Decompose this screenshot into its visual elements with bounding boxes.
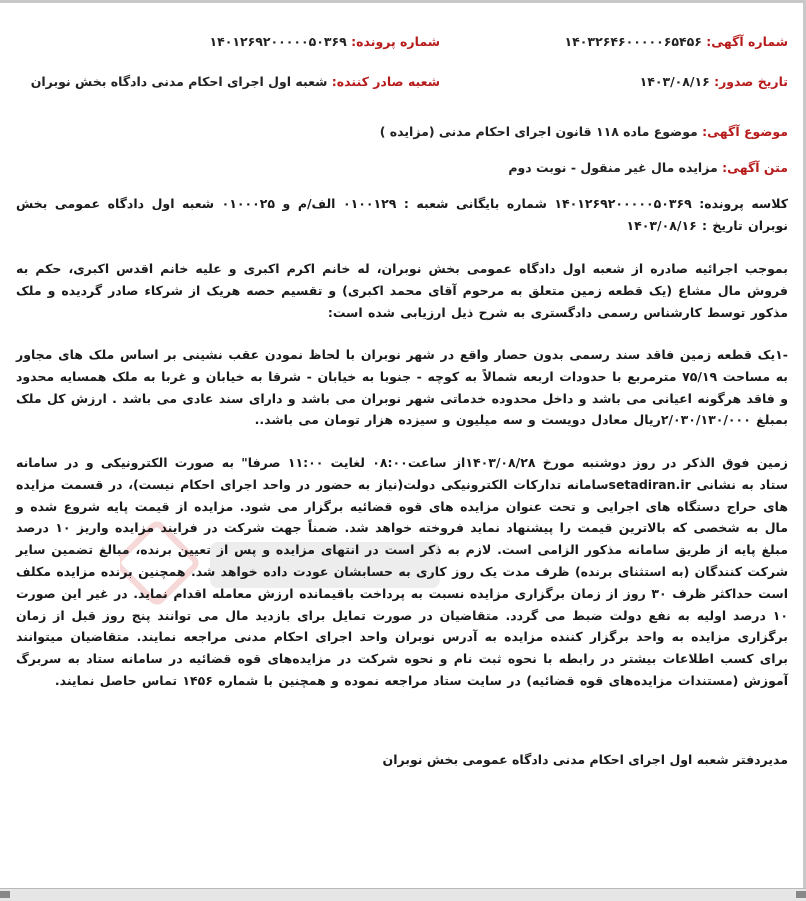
issue-date xyxy=(640,74,788,89)
ad-text-value: مزایده مال غیر منقول - نوبت دوم xyxy=(508,160,718,175)
ad-number-label: شماره آگهی: xyxy=(706,34,788,49)
top-border xyxy=(0,0,806,3)
issuer-label: شعبه صادر کننده: xyxy=(331,74,440,89)
issue-date-label: تاریخ صدور: xyxy=(714,74,788,89)
subject-value: موضوع ماده ۱۱۸ قانون اجرای احکام مدنی (مزایده ) xyxy=(379,124,698,139)
ad-text-label: متن آگهی: xyxy=(722,160,788,175)
ad-text-row xyxy=(16,160,788,175)
signature: مدیردفتر شعبه اول اجرای احکام مدنی دادگاه عمومی بخش نوبران xyxy=(382,752,788,767)
case-number-label: شماره پرونده: xyxy=(351,34,440,49)
ad-number xyxy=(565,34,788,49)
auction-details-paragraph: زمین فوق الذکر در روز دوشنبه مورخ ۱۴۰۳/۰۸/۲۸از ساعت۰۸:۰۰ لغایت ۱۱:۰۰ صرفا" به صورت الکترونیکی و در سامانه ستاد به نشانی setadiran.irسامانه تدارکات الکترونیکی دولت(نیاز به حضور در واحد اجرای احکام نیست)، در قسمت مزایده های حراج دستگاه های اجرایی و تحت عنوان مزایده های قوه قضائیه برگزار می شود. مزایده از قیمت پایه شروع شده و مال به شخصی که بالاترین قیمت را پیشنهاد نماید فروخته خواهد شد. ضمناً جهت شرکت در فرایند مزایده واریز ۱۰ درصد مبلغ پایه از طریق سامانه مذکور الزامی است. لازم به ذکر است در انتهای مزایده و پس از تعیین برنده، مبالغ تضمین سایر شرکت کنندگان (به استثنای برنده) ظرف مدت یک روز کاری به حسابشان عودت داده خواهد شد. همچنین برنده مزایده مکلف است حداکثر ظرف ۳۰ روز از زمان برگزاری مزایده نسبت به پرداخت باقیمانده ارزش معامله اقدام نماید. در غیر این صورت ۱۰ درصد اولیه به نفع دولت ضبط می گردد. متقاضیان در صورت تمایل برای بازدید مال می توانند پنج روز قبل از زمان برگزاری مزایده به واحد برگزار کننده مزایده به آدرس نوبران واحد اجرای احکام مدنی مراجعه نمایند. متقاضیان میتوانند برای کسب اطلاعات بیشتر در رابطه با نحوه ثبت نام و نحوه شرکت در مزایده‌های قوه قضائیه در سامانه ستاد به سربرگ آموزش (مستندات مزایده‌های قوه قضائیه) در سایت ستاد مراجعه نموده و همچنین با شماره ۱۴۵۶ تماس حاصل نمایند. xyxy=(16,455,789,688)
issuer-value: شعبه اول اجرای احکام مدنی دادگاه بخش نوبران xyxy=(30,74,328,89)
case-info-paragraph: کلاسه پرونده: ۱۴۰۱۲۶۹۲۰۰۰۰۰۵۰۳۶۹ شماره بایگانی شعبه : ۰۱۰۰۱۲۹ الف/م و ۰۱۰۰۰۲۵ شعبه اول دادگاه عمومی بخش نوبران تاریخ : ۱۴۰۳/۰۸/۱۶ xyxy=(16,196,788,233)
ad-number-value: ۱۴۰۳۲۶۴۶۰۰۰۰۰۶۵۴۵۶ xyxy=(564,34,702,49)
horizontal-scrollbar[interactable] xyxy=(0,888,806,901)
execution-paragraph: بموجب اجرائیه صادره از شعبه اول دادگاه عمومی بخش نوبران، له خانم اکرم اکبری و علیه خانم اقدس اکبری، حکم به فروش مال مشاع (یک قطعه زمین متعلق به مرحوم آقای محمد اکبری) و تقسیم حصه هریک از شرکاء صادر گردیده و ملک مذکور توسط کارشناس رسمی دادگستری به شرح ذیل ارزیابی شده است: xyxy=(16,261,788,320)
issue-date-value: ۱۴۰۳/۰۸/۱۶ xyxy=(639,74,710,89)
scroll-left-arrow-icon[interactable] xyxy=(0,891,10,898)
issuer xyxy=(31,74,440,89)
scroll-right-arrow-icon[interactable] xyxy=(796,891,806,898)
subject-row xyxy=(16,124,788,139)
case-number-value: ۱۴۰۱۲۶۹۲۰۰۰۰۰۵۰۳۶۹ xyxy=(209,34,347,49)
property-description-paragraph: -۱یک قطعه زمین فاقد سند رسمی بدون حصار واقع در شهر نوبران با لحاظ نمودن عقب نشینی بر اساس ملک های مجاور به مساحت ۷۵/۱۹ مترمربع با حدودات اربعه شمالاً به کوچه - جنوبا به خیابان - شرقا به خیابان و غربا به ملک همسایه محدود و فاقد هرگونه اعیانی می باشد و داخل محدوده خدماتی شهر نوبران می باشد و دارای سند عادی می باشد . ارزش کل ملک بمبلغ ۲/۰۳۰/۱۳۰/۰۰۰ریال معادل دویست و سه میلیون و سیزده هزار تومان می باشد.. xyxy=(16,347,789,428)
subject-label: موضوع آگهی: xyxy=(702,124,788,139)
case-number xyxy=(209,34,440,49)
